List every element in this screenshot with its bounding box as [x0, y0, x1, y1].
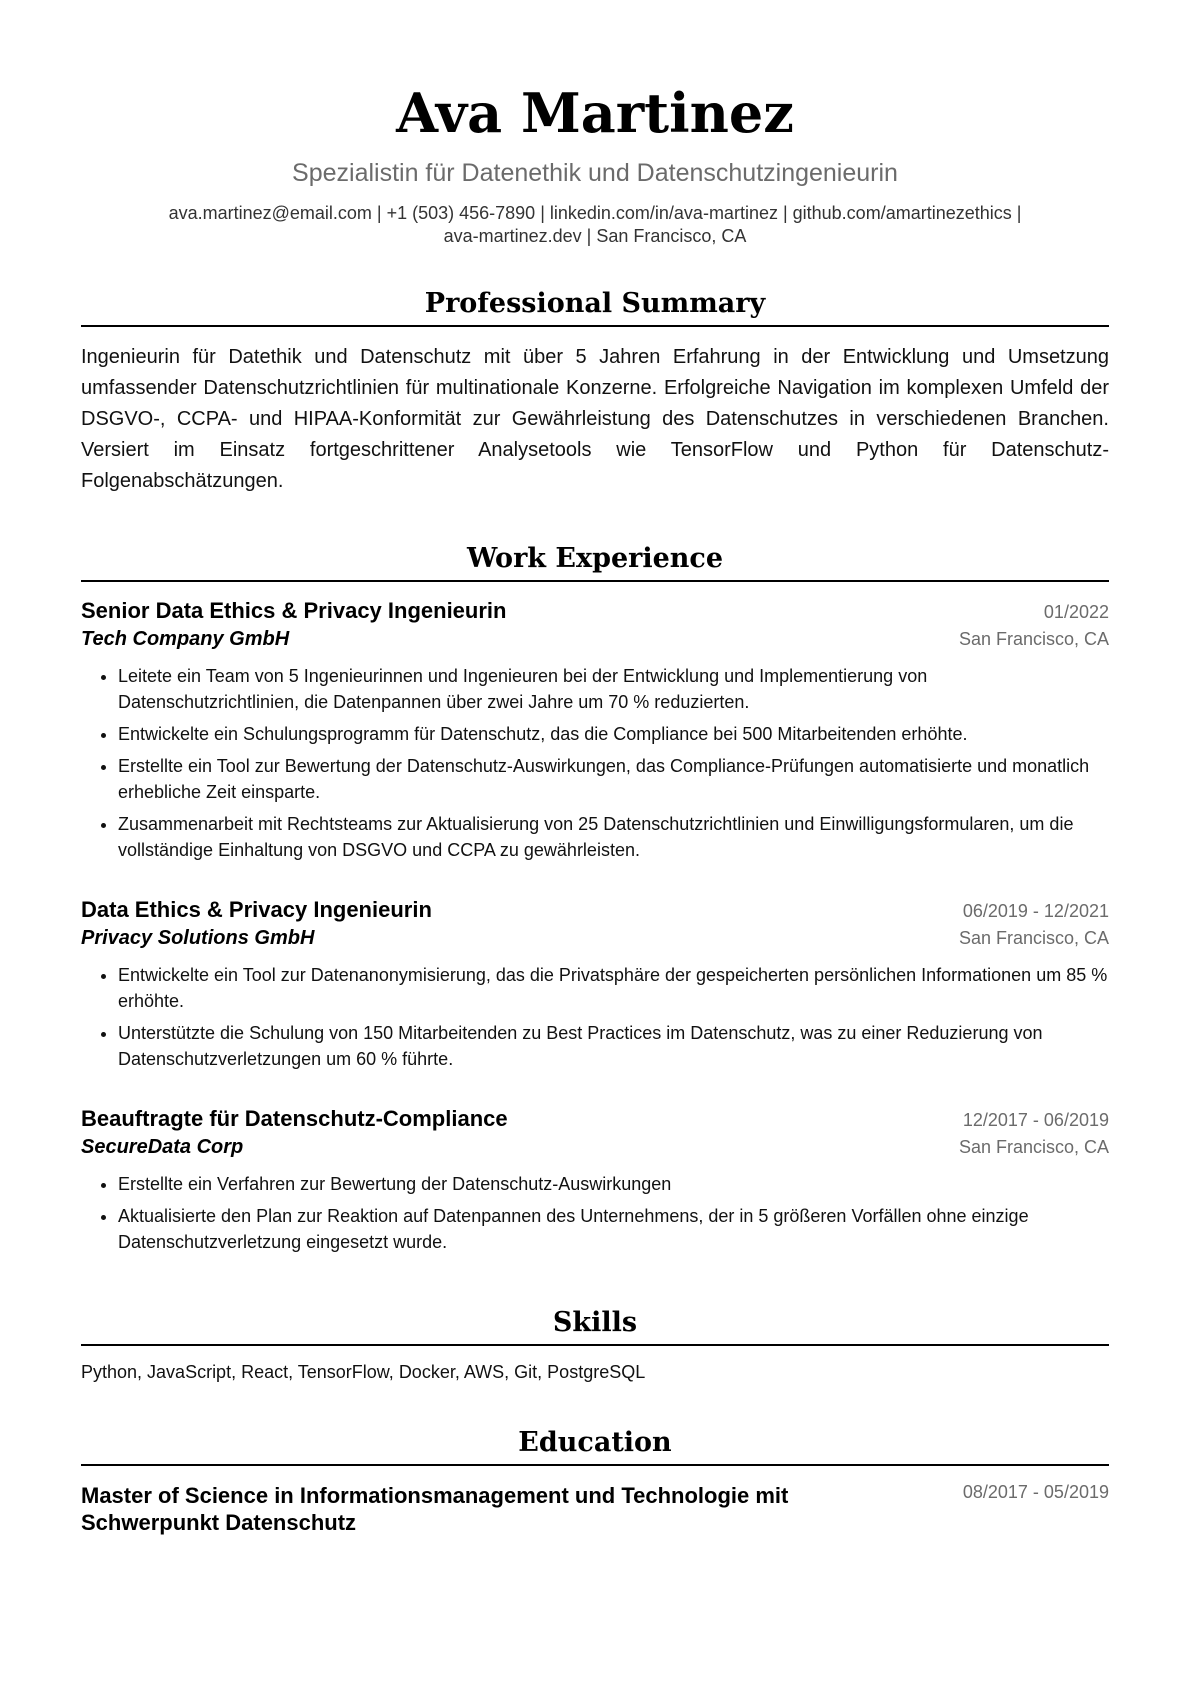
job-company: Privacy Solutions GmbH [81, 927, 315, 950]
job-location: San Francisco, CA [958, 928, 1109, 949]
job-bullet: • Leitete ein Team von 5 Ingenieurinnen und Ingenieuren bei der Entwicklung und Implementierung von Datenschutzrichtlinien, die Datenpannen über zwei Jahre um 70 % reduzierten. [118, 663, 1109, 715]
degree-title: Master of Science in Informationsmanagement und Technologie mit Schwerpunkt Datenschutz [81, 1483, 789, 1536]
summary-heading: Professional Summary [81, 288, 1109, 327]
work-experience-section [81, 543, 1109, 1255]
education-heading: Education [81, 1427, 1109, 1466]
skills-heading: Skills [81, 1307, 1109, 1346]
skills-list: Python, JavaScript, React, TensorFlow, Docker, AWS, Git, PostgreSQL [81, 1362, 646, 1383]
job-bullet: • Erstellte ein Verfahren zur Bewertung der Datenschutz-Auswirkungen [118, 1171, 1109, 1197]
job-entry [81, 897, 1109, 1072]
summary-text: Ingenieurin für Datethik und Datenschutz mit über 5 Jahren Erfahrung in der Entwicklung und Umsetzung umfassender Datenschutzrichtlinien für multinationale Konzerne. Erfolgreiche Navigation im komplexen Umfeld der DSGVO-, CCPA- und HIPAA-Konformität zur Gewährleistung des Datenschutzes in verschiedenen Branchen. Versiert im Einsatz fortgeschrittener Analysetools wie TensorFlow und Python für Datenschutz-Folgenabschätzungen. [81, 346, 1109, 493]
job-company-row [81, 1136, 1109, 1159]
job-location: San Francisco, CA [958, 629, 1109, 650]
job-bullet: • Entwickelte ein Tool zur Datenanonymisierung, das die Privatsphäre der gespeicherten persönlichen Informationen um 85 % erhöhte. [118, 962, 1109, 1014]
contact-line-2: ava-martinez.dev | San Francisco, CA [443, 226, 747, 247]
resume-header [81, 0, 1109, 248]
candidate-name: Ava Martinez [396, 81, 794, 145]
job-company: Tech Company GmbH [81, 628, 290, 651]
skills-section [81, 1307, 1109, 1383]
job-header-row [81, 598, 1109, 624]
job-bullets [81, 962, 1109, 1072]
candidate-title: Spezialistin für Datenethik und Datenschutzingenieurin [292, 159, 898, 188]
job-title: Beauftragte für Datenschutz-Compliance [81, 1106, 508, 1132]
job-bullet: • Entwickelte ein Schulungsprogramm für Datenschutz, das die Compliance bei 500 Mitarbeitenden erhöhte. [118, 721, 1109, 747]
education-entry [81, 1482, 1109, 1536]
job-entry [81, 598, 1109, 863]
job-bullet: • Unterstützte die Schulung von 150 Mitarbeitenden zu Best Practices im Datenschutz, was zu einer Reduzierung von Datenschutzverletzungen um 60 % führte. [118, 1020, 1109, 1072]
job-company-row [81, 927, 1109, 950]
job-bullet: • Aktualisierte den Plan zur Reaktion auf Datenpannen des Unternehmens, der in 5 größeren Vorfällen ohne einzige Datenschutzverletzung eingesetzt wurde. [118, 1203, 1109, 1255]
job-bullet: • Erstellte ein Tool zur Bewertung der Datenschutz-Auswirkungen, das Compliance-Prüfungen automatisierte und monatlich erhebliche Zeit einsparte. [118, 753, 1109, 805]
job-company-row [81, 628, 1109, 651]
contact-info [81, 202, 1109, 248]
job-date: 06/2019 - 12/2021 [962, 901, 1109, 922]
job-location: San Francisco, CA [958, 1137, 1109, 1158]
job-bullets [81, 663, 1109, 863]
contact-line-1: ava.martinez@email.com | +1 (503) 456-7890 | linkedin.com/in/ava-martinez | github.com/amartinezethics | [168, 203, 1022, 224]
job-bullet: • Zusammenarbeit mit Rechtsteams zur Aktualisierung von 25 Datenschutzrichtlinien und Einwilligungsformularen, um die vollständige Einhaltung von DSGVO und CCPA zu gewährleisten. [118, 811, 1109, 863]
education-section [81, 1427, 1109, 1536]
job-date: 01/2022 [1043, 602, 1109, 623]
job-date: 12/2017 - 06/2019 [962, 1110, 1109, 1131]
job-header-row [81, 897, 1109, 923]
job-entry [81, 1106, 1109, 1255]
education-date: 08/2017 - 05/2019 [962, 1482, 1109, 1503]
work-experience-heading: Work Experience [81, 543, 1109, 582]
job-company: SecureData Corp [81, 1136, 244, 1159]
job-title: Data Ethics & Privacy Ingenieurin [81, 897, 432, 923]
summary-section [81, 288, 1109, 497]
job-bullets [81, 1171, 1109, 1255]
job-header-row [81, 1106, 1109, 1132]
education-header-row [81, 1482, 1109, 1536]
job-title: Senior Data Ethics & Privacy Ingenieurin [81, 598, 507, 624]
